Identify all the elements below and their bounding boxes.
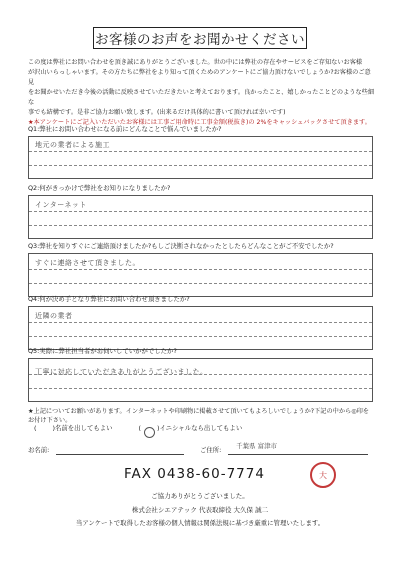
name-label: お名前: [28,446,50,454]
address-value: 千葉県 富津市 [236,442,278,450]
consent-option-name-label: 名前を出してもよい [55,424,113,432]
question-3 [28,242,373,297]
consent-option-name[interactable] [34,423,113,432]
answer-line [29,165,372,166]
answer-line [29,374,372,375]
intro-line-4: 事でも結構です。是非ご協力お願い致します。(出来るだけ具体的に書いて頂ければ幸いです) [28,109,286,116]
name-underline [56,454,184,455]
privacy-footer: 当アンケートで取得したお客様の個人情報は関係法規に基づき厳重に管理いたします。 [75,519,325,527]
intro-line-2: が沢山いらっしゃいます。その方たちに弊社をより知って頂くためのアンケートにご協力頂けないでしょうか?お客様のご意見 [28,69,371,86]
address-underline [228,454,368,455]
answer-line [29,322,372,323]
survey-title: お客様のお声をお聞かせください [93,27,307,49]
intro-line-3: をお聞かせいただき今後の活動に反映させていただきたいと考えております。良かったこと、嬉しかったことどのような些細な [28,89,375,106]
closing-thanks: ご協力ありがとうございました。 [151,492,249,500]
question-3-answer-box[interactable] [28,253,373,297]
answer-line [29,151,372,152]
question-2-label: Q2:何がきっかけで弊社をお知りになりましたか? [28,184,171,192]
question-1 [28,125,373,179]
option-close-paren: ) [52,424,55,432]
answer-line [29,269,372,270]
company-seal-icon: 大 [310,462,336,488]
question-1-answer-box[interactable] [28,136,373,179]
question-4-answer: 近隣の業者 [35,312,73,320]
question-3-answer: すぐに連絡させて頂きました。 [35,259,140,267]
question-2 [28,184,373,239]
address-field[interactable] [200,445,372,454]
question-2-answer: インターネット [35,201,87,209]
answer-line [29,336,372,337]
question-4-label: Q4:何が決め手となり弊社にお問い合わせ頂きましたか? [28,295,190,303]
answer-line [29,283,372,284]
consent-request: ★上記についてお願いがあります。インターネットや印刷物に掲載させて頂いてもよろしいでしょうか?下記の中から◎印をお付け下さい。 [28,408,369,424]
consent-option-initial-label: イニシャルなら出してもよい [159,424,243,432]
intro-line-1: この度は弊社にお問い合わせを頂き誠にありがとうございました。世の中には弊社の存在やサービスをご存知ないお客様 [28,59,363,66]
question-1-answer: 地元の業者による施工 [35,141,110,149]
answer-line [29,225,372,226]
question-2-answer-box[interactable] [28,195,373,239]
consent-choices [34,423,354,432]
question-1-label: Q1:弊社にお問い合わせになる前にどんなことで悩んでいましたか? [28,125,222,133]
cashback-note: ★本アンケートにご記入いただいたお客様には工事ご用命時に工事金額(税抜き)の 2%をキャッシュバックさせて頂きます。 [28,119,371,126]
consent-option-initial[interactable] [139,423,243,432]
intro-text [28,58,376,128]
company-signature: 株式会社シエアテック 代表取締役 大久保 誠二 [131,506,269,514]
name-field[interactable] [28,445,188,454]
option-close-paren: ) [157,424,160,432]
address-label: ご住所: [200,446,222,454]
answer-line [29,211,372,212]
option-open-paren: ( [34,424,37,432]
answer-line [29,388,372,389]
selected-circle-mark [144,427,155,438]
question-3-label: Q3:弊社を知りすぐにご連絡頂けましたか?もしご決断されなかったとしたらどんなことがご不安でしたか? [28,242,334,250]
option-open-paren: ( [138,424,142,432]
question-5-answer-box[interactable] [28,358,373,402]
question-4 [28,295,373,350]
question-5-answer: 丁寧に対応していただきありがとうございました。 [35,368,208,376]
question-4-answer-box[interactable] [28,306,373,350]
question-5-label: Q5:実際に弊社担当者がお伺いしていかがでしたか? [28,347,177,355]
question-5 [28,347,373,402]
fax-number: FAX 0438-60-7774 [124,466,265,482]
